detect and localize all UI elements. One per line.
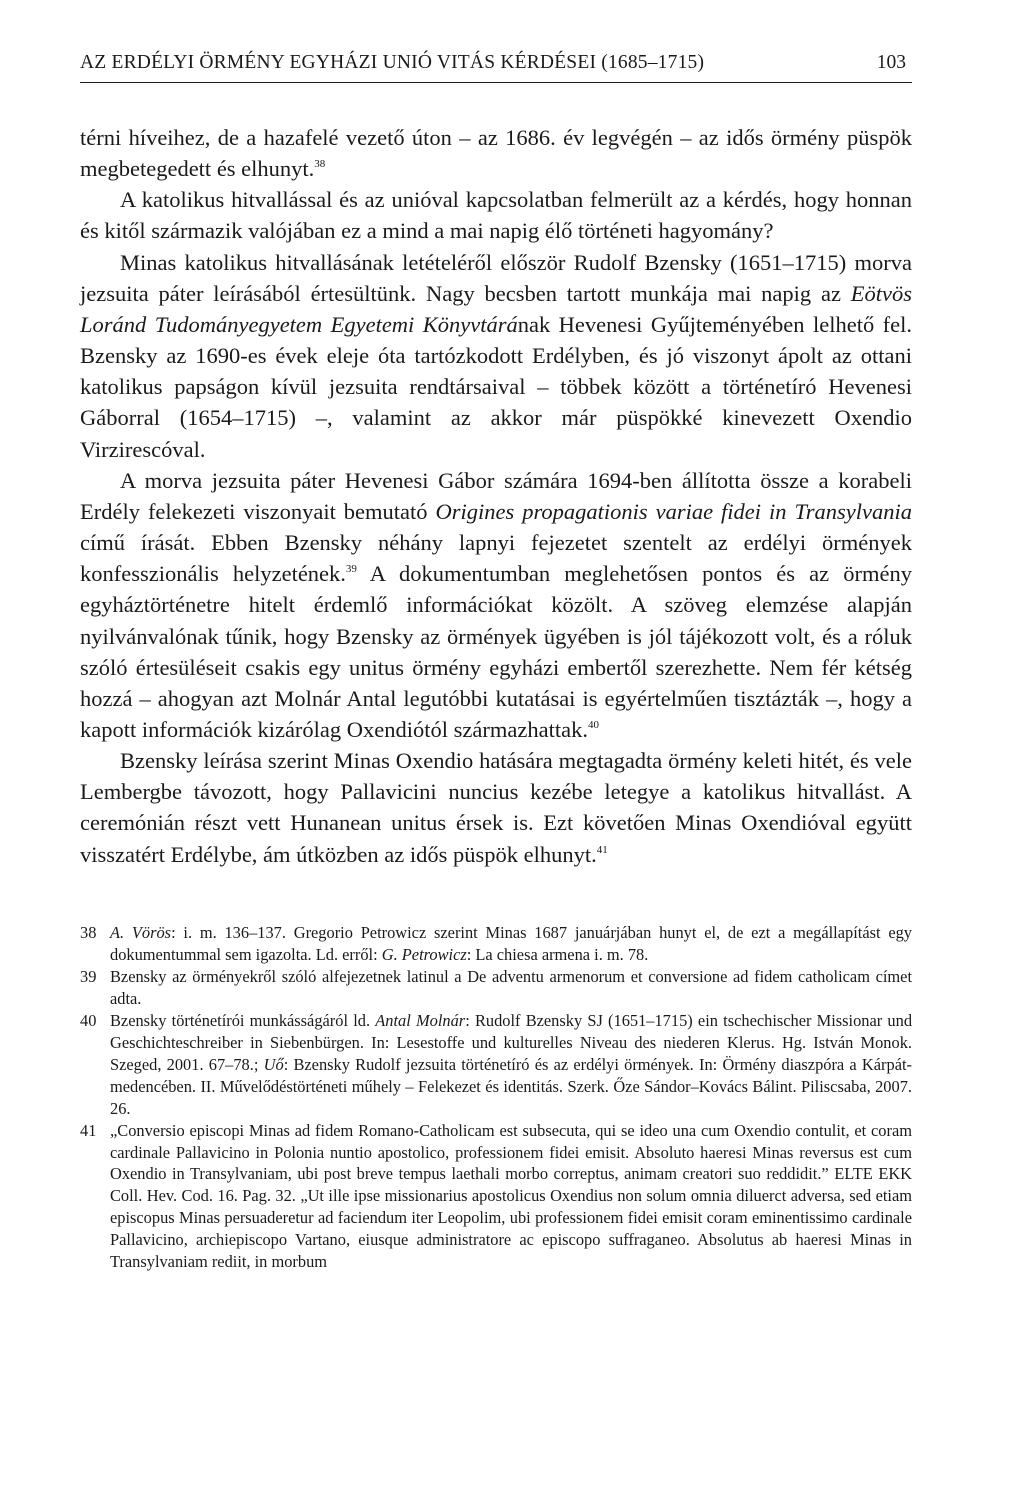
text-run: : Bzensky Rudolf jezsuita történetíró és az erdélyi örmények. In: Örmény diaszpóra a Kárpát-medencében. II. Művelődéstörténeti műhely – Felekezet és identitás. Szerk. Őze Sándor–Kovács Bálint. Piliscsaba, 2007. 26. (110, 1054, 912, 1118)
page-number: 103 (876, 52, 906, 73)
footnote-ref: 40 (587, 718, 599, 731)
text-run: Bzensky leírása szerint Minas Oxendio hatására megtagadta örmény keleti hitét, és vele Lembergbe távozott, hogy Pallavicini nuncius kezébe letegye a katolikus hitvallást. A ceremónián részt vett Hunanean unitus érsek is. Ezt követően Minas Oxendióval együtt visszatért Erdélybe, ám útközben az idős püspök elhunyt. (80, 748, 912, 867)
running-title: AZ ERDÉLYI ÖRMÉNY EGYHÁZI UNIÓ VITÁS KÉRDÉSEI (1685–1715) (80, 52, 705, 73)
running-header (80, 52, 912, 83)
text-run: című írását. Ebben Bzensky néhány lapnyi fejezetet szentelt az erdélyi örmények konfesszionális helyzetének. (80, 530, 912, 587)
footnote-text (110, 923, 912, 964)
footnote (80, 922, 912, 966)
footnote-ref: 39 (345, 563, 357, 576)
footnote-number: 39 (80, 966, 97, 986)
italic-text: G. Petrowicz (381, 944, 467, 964)
footnote-number: 40 (80, 1010, 97, 1030)
text-run: : i. m. 136–137. Gregorio Petrowicz szerint Minas 1687 januárjában hunyt el, de ezt a megállapítást egy dokumentummal sem igazolta. Ld. erről: (110, 923, 912, 964)
italic-text: A. Vörös (110, 923, 172, 942)
paragraph (80, 745, 912, 870)
paragraph (80, 184, 912, 246)
footnote-number: 41 (80, 1120, 97, 1140)
italic-text: Uő (263, 1054, 284, 1074)
footnote-ref: 38 (314, 158, 326, 171)
paragraph (80, 247, 912, 465)
text-run: : La chiesa armena i. m. 78. (466, 944, 649, 964)
text-run: „Conversio episcopi Minas ad fidem Romano-Catholicam est subsecuta, qui se ideo una cum Oxendio contulit, et coram cardinale Pallavicino in Polonia nuntio apostolico, professionem fidei emisit. Absoluto haeresi Minas reversus est cum Oxendio in Transylvaniam, ubi post breve tempus laethali morbo correptus, animam creatori suo reddidit.” ELTE EKK Coll. Hev. Cod. 16. Pag. 32. „Ut ille ipse missionarius apostolicus Oxendius non solum omnia diluerct adversa, sed etiam episcopus Minas persuaderetur ad faciendum iter Leopolim, ubi professionem fidei emisit coram eminentissimo cardinale Pallavicino, archiepiscopo Vartano, eiusque administratore ac episcopo suffraganeo. Absolutus ab haeresi Minas in Transylvaniam rediit, in morbum (110, 1120, 912, 1272)
footnote (80, 1120, 912, 1272)
footnotes (80, 922, 913, 1272)
footnote-number: 38 (80, 923, 97, 942)
main-text (80, 122, 912, 870)
footnote-text (110, 1121, 912, 1272)
text-run: Bzensky történetírói munkásságáról ld. (110, 1010, 376, 1030)
italic-text: Antal Molnár (375, 1010, 466, 1030)
paragraph (80, 465, 912, 745)
text-run: térni híveihez, de a hazafelé vezető úton – az 1686. év legvégén – az idős örmény püspök megbetegedett és elhunyt. (80, 125, 912, 182)
text-run: Bzensky az örményekről szóló alfejezetnek latinul a De adventu armenorum et conversione ad fidem catholicam címet adta. (110, 966, 912, 1008)
text-run: A katolikus hitvallással és az unióval kapcsolatban felmerült az a kérdés, hogy honnan és kitől származik valójában ez a mind a mai napig élő történeti hagyomány? (80, 187, 912, 244)
italic-text: Origines propagationis variae fidei in Transylvania (435, 498, 912, 524)
italic-text: Eötvös Loránd Tudományegyetem Egyetemi Könyvtárá (80, 280, 912, 337)
text-run: nak Hevenesi Gyűjteményében lelhető fel. Bzensky az 1690-es évek eleje óta tartózkodott Erdélyben, és jó viszonyt ápolt az ottani katolikus papságon kívül jezsuita rendtársaival – többek között a történetíró Hevenesi Gáborral (1654–1715) –, valamint az akkor már püspökké kinevezett Oxendio Virzirescóval. (80, 311, 913, 462)
text-run: : Rudolf Bzensky SJ (1651–1715) ein tschechischer Missionar und Geschichteschreiber in Siebenbürgen. In: Lesestoffe und kulturelles Niveau des niederen Klerus. Hg. István Monok. Szeged, 2001. 67–78.; (110, 1010, 913, 1074)
paragraph (80, 122, 912, 184)
footnote-text (110, 1011, 912, 1118)
footnote-ref: 41 (596, 843, 608, 856)
footnote (80, 966, 912, 1010)
text-run: Minas katolikus hitvallásának letételéről először Rudolf Bzensky (1651–1715) morva jezsuita páter leírásából értesültünk. Nagy becsben tartott munkája mai napig az (80, 249, 912, 306)
footnote (80, 1010, 912, 1120)
text-run: A morva jezsuita páter Hevenesi Gábor számára 1694-ben állította össze a korabeli Erdély felekezeti viszonyait bemutató (80, 467, 912, 524)
text-run: A dokumentumban meglehetősen pontos és az örmény egyháztörténetre hitelt érdemlő információkat közölt. A szöveg elemzése alapján nyilvánvalónak tűnik, hogy Bzensky az örmények ügyében is jól tájékozott volt, és a róluk szóló értesüléseit csakis egy unitus örmény egyházi embertől szerezhette. Nem fér kétség hozzá – ahogyan azt Molnár Antal legutóbbi kutatásai is egyértelműen tisztázták –, hogy a kapott információk kizárólag Oxendiótól származhattak. (80, 561, 912, 742)
footnote-text (110, 967, 912, 1008)
